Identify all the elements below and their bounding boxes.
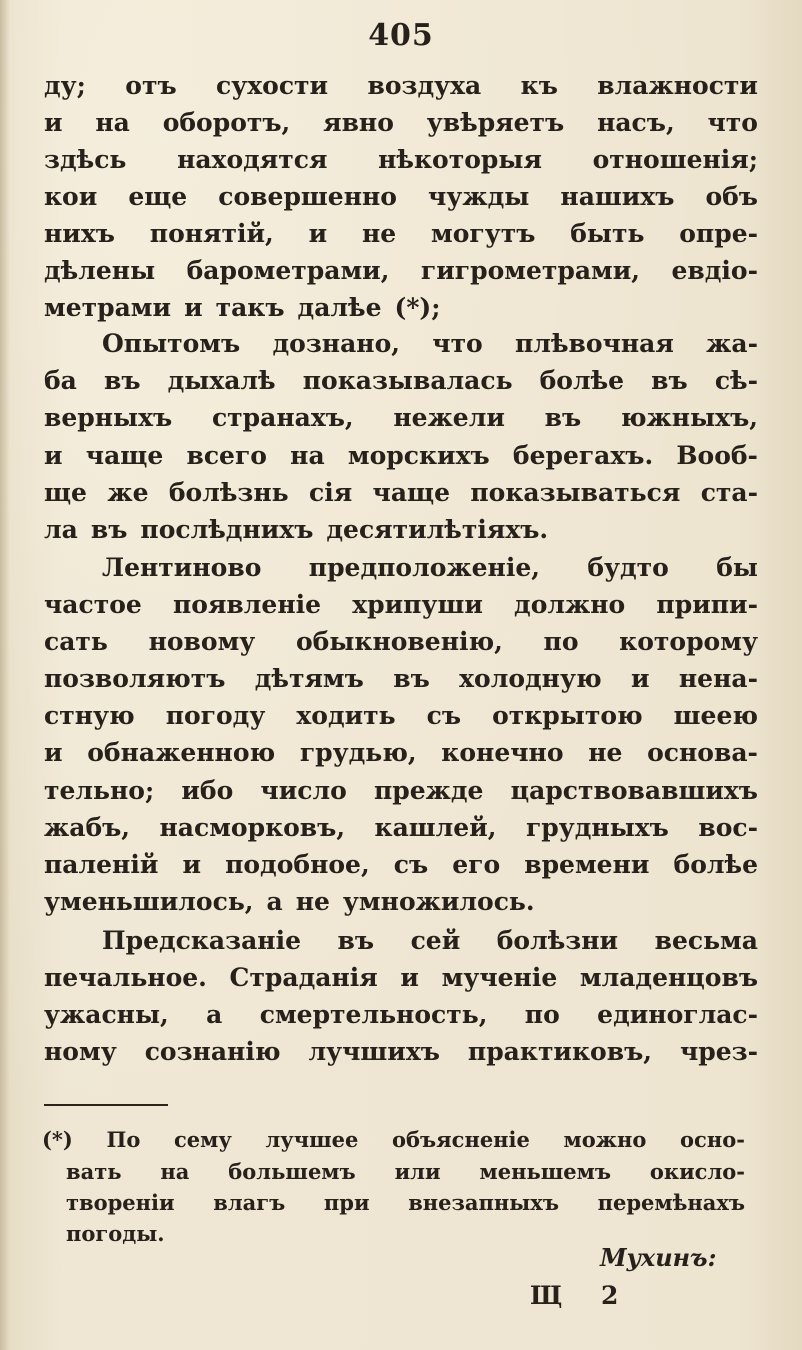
text-line: стную погоду ходить съ открытою шеею [44, 701, 758, 730]
text-line: жабъ, насморковъ, кашлей, грудныхъ вос- [44, 813, 758, 842]
text-line: дѣлены барометрами, гигрометрами, евдіо- [44, 256, 758, 285]
text-line: метрами и такъ далѣе (*); [44, 293, 441, 322]
text-line: ще же болѣзнь сія чаще показываться ста- [44, 478, 758, 507]
text-line: ному сознанію лучшихъ практиковъ, чрез- [44, 1037, 758, 1066]
text-line: здѣсь находятся нѣкоторыя отношенія; [44, 145, 758, 174]
text-line: Предсказаніе въ сей болѣзни весьма [102, 926, 758, 955]
footnote-line: твореніи влагъ при внезапныхъ перемѣнахъ [66, 1190, 745, 1215]
signature-mark: Щ 2 [530, 1281, 619, 1310]
text-line: печальное. Страданія и мученіе младенцовъ [44, 963, 758, 992]
text-line: уменьшилось, а не умножилось. [44, 887, 535, 916]
text-line: ба въ дыхалѣ показывалась болѣе въ сѣ- [44, 366, 758, 395]
text-line: тельно; ибо число прежде царствовавшихъ [44, 776, 758, 805]
text-line: позволяютъ дѣтямъ въ холодную и нена- [44, 664, 758, 693]
text-line: сать новому обыкновенію, по которому [44, 627, 758, 656]
footnote-line: (*) По сему лучшее объясненіе можно осно- [42, 1127, 745, 1152]
text-line: Лентиново предположеніе, будто бы [102, 553, 758, 582]
footnote-line: погоды. [66, 1221, 165, 1246]
footnote-separator [44, 1104, 168, 1106]
text-line: частое появленіе хрипуши должно припи- [44, 590, 758, 619]
text-line: паленій и подобное, съ его времени болѣе [44, 850, 758, 879]
text-line: нихъ понятій, и не могутъ быть опре- [44, 219, 758, 248]
text-line: и обнаженною грудью, конечно не основа- [44, 738, 758, 767]
footnote-line: вать на большемъ или меньшемъ окисло- [66, 1159, 745, 1184]
text-line: ла въ послѣднихъ десятилѣтіяхъ. [44, 515, 549, 544]
text-line: кои еще совершенно чужды нашихъ объ [44, 182, 758, 211]
text-line: и чаще всего на морскихъ берегахъ. Вооб- [44, 441, 758, 470]
page-number: 405 [368, 18, 434, 53]
text-line: верныхъ странахъ, нежели въ южныхъ, [44, 403, 758, 432]
page-edge-shadow [0, 0, 10, 1350]
text-line: и на оборотъ, явно увѣряетъ насъ, что [44, 108, 758, 137]
text-line: ужасны, а смертельность, по единоглас- [44, 1000, 758, 1029]
catchword: Мухинъ: [600, 1243, 717, 1272]
text-line: Опытомъ дознано, что плѣвочная жа- [102, 329, 758, 358]
text-line: ду; отъ сухости воздуха къ влажности [44, 71, 758, 100]
